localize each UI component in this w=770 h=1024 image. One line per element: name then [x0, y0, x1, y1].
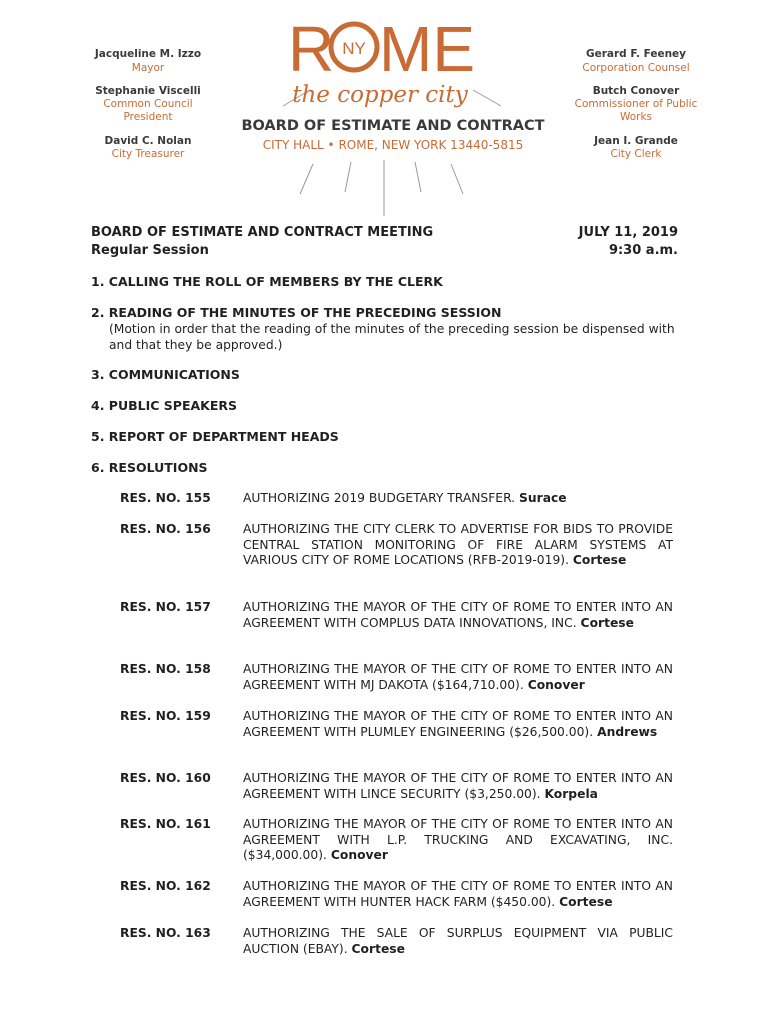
resolution-number: RES. NO. 156	[120, 522, 211, 536]
resolution-text: AUTHORIZING THE CITY CLERK TO ADVERTISE FOR BIDS TO PROVIDE CENTRAL STATION MONITORING OF FIRE ALARM SYSTEMS AT VARIOUS CITY OF ROME LOCATIONS (RFB-2019-019). Cortese	[243, 522, 673, 568]
resolution-text: AUTHORIZING THE MAYOR OF THE CITY OF ROME TO ENTER INTO AN AGREEMENT WITH HUNTER HACK FARM ($450.00). Cortese	[243, 879, 673, 909]
resolution-number: RES. NO. 161	[120, 817, 211, 831]
agenda-item-department-heads: 5. REPORT OF DEPARTMENT HEADS	[91, 429, 339, 444]
official-mayor-name: Jacqueline M. Izzo	[94, 48, 202, 60]
agenda-item-public-speakers: 4. PUBLIC SPEAKERS	[91, 398, 238, 413]
official-corp-counsel-name: Gerard F. Feeney	[585, 48, 687, 60]
resolution-sponsor: Conover	[330, 848, 388, 863]
official-treasurer-title: City Treasurer	[111, 148, 185, 160]
resolution-sponsor: Cortese	[351, 941, 405, 956]
agenda-item-roll-call: 1. CALLING THE ROLL OF MEMBERS BY THE CLERK	[91, 274, 443, 289]
official-public-works-title: Commissioner of Public Works	[574, 98, 698, 123]
official-clerk-name: Jean I. Grande	[594, 135, 678, 147]
resolution-number: RES. NO. 159	[120, 709, 211, 723]
resolution-number: RES. NO. 162	[120, 879, 211, 893]
resolution-sponsor: Cortese	[572, 553, 627, 568]
resolution-number: RES. NO. 158	[120, 662, 211, 676]
resolution-text: AUTHORIZING THE MAYOR OF THE CITY OF ROME TO ENTER INTO AN AGREEMENT WITH L.P. TRUCKING AND EXCAVATING, INC. ($34,000.00). Conover	[243, 817, 673, 863]
rome-me: ME	[379, 14, 475, 85]
logo-tagline: the copper city	[292, 82, 468, 108]
resolution-number: RES. NO. 160	[120, 771, 211, 785]
agenda-item-resolutions: 6. RESOLUTIONS	[91, 460, 208, 475]
resolution-number: RES. NO. 163	[120, 926, 211, 940]
official-public-works-name: Butch Conover	[592, 85, 680, 97]
official-council-president-name: Stephanie Viscelli	[95, 85, 201, 97]
official-treasurer-name: David C. Nolan	[104, 135, 192, 147]
resolution-sponsor: Korpela	[544, 786, 598, 801]
resolution-sponsor: Andrews	[597, 724, 658, 739]
agenda-item-minutes: 2. READING OF THE MINUTES OF THE PRECEDING SESSION	[91, 305, 502, 320]
resolution-text: AUTHORIZING THE MAYOR OF THE CITY OF ROME TO ENTER INTO AN AGREEMENT WITH MJ DAKOTA ($164,710.00). Conover	[243, 662, 673, 692]
official-council-president-title: Common Council President	[103, 98, 193, 123]
resolution-text: AUTHORIZING THE SALE OF SURPLUS EQUIPMENT VIA PUBLIC AUCTION (EBAY). Cortese	[243, 926, 673, 956]
official-mayor-title: Mayor	[131, 62, 165, 74]
agenda-item-minutes-note: (Motion in order that the reading of the minutes of the preceding session be dispensed with and that they be approved.)	[109, 322, 675, 352]
resolution-sponsor: Cortese	[580, 615, 634, 630]
logo-state: NY	[342, 39, 366, 58]
rome-wordmark	[288, 14, 475, 85]
resolution-number: RES. NO. 155	[120, 491, 211, 505]
resolution-sponsor: Surace	[519, 491, 567, 505]
resolution-text: AUTHORIZING THE MAYOR OF THE CITY OF ROME TO ENTER INTO AN AGREEMENT WITH LINCE SECURITY ($3,250.00). Korpela	[243, 771, 673, 801]
resolution-text: AUTHORIZING 2019 BUDGETARY TRANSFER. Surace	[243, 491, 567, 505]
resolution-text: AUTHORIZING THE MAYOR OF THE CITY OF ROME TO ENTER INTO AN AGREEMENT WITH PLUMLEY ENGINEERING ($26,500.00). Andrews	[243, 709, 673, 739]
official-clerk-title: City Clerk	[610, 148, 662, 160]
official-corp-counsel-title: Corporation Counsel	[582, 62, 690, 74]
rome-logo	[215, 14, 565, 219]
logo-board-name: BOARD OF ESTIMATE AND CONTRACT	[241, 118, 545, 134]
rome-r: R	[288, 14, 335, 85]
meeting-date: JULY 11, 2019	[578, 225, 678, 240]
resolution-number: RES. NO. 157	[120, 600, 211, 614]
logo-rays	[283, 90, 501, 216]
meeting-title: BOARD OF ESTIMATE AND CONTRACT MEETING	[91, 225, 434, 240]
resolution-sponsor: Cortese	[559, 894, 613, 909]
resolution-text: AUTHORIZING THE MAYOR OF THE CITY OF ROME TO ENTER INTO AN AGREEMENT WITH COMPLUS DATA INNOVATIONS, INC. Cortese	[243, 600, 673, 630]
logo-address: CITY HALL • ROME, NEW YORK 13440-5815	[262, 138, 524, 152]
resolution-sponsor: Conover	[527, 677, 585, 692]
meeting-time: 9:30 a.m.	[608, 243, 678, 258]
agenda-item-communications: 3. COMMUNICATIONS	[91, 367, 240, 382]
meeting-session: Regular Session	[91, 243, 209, 258]
